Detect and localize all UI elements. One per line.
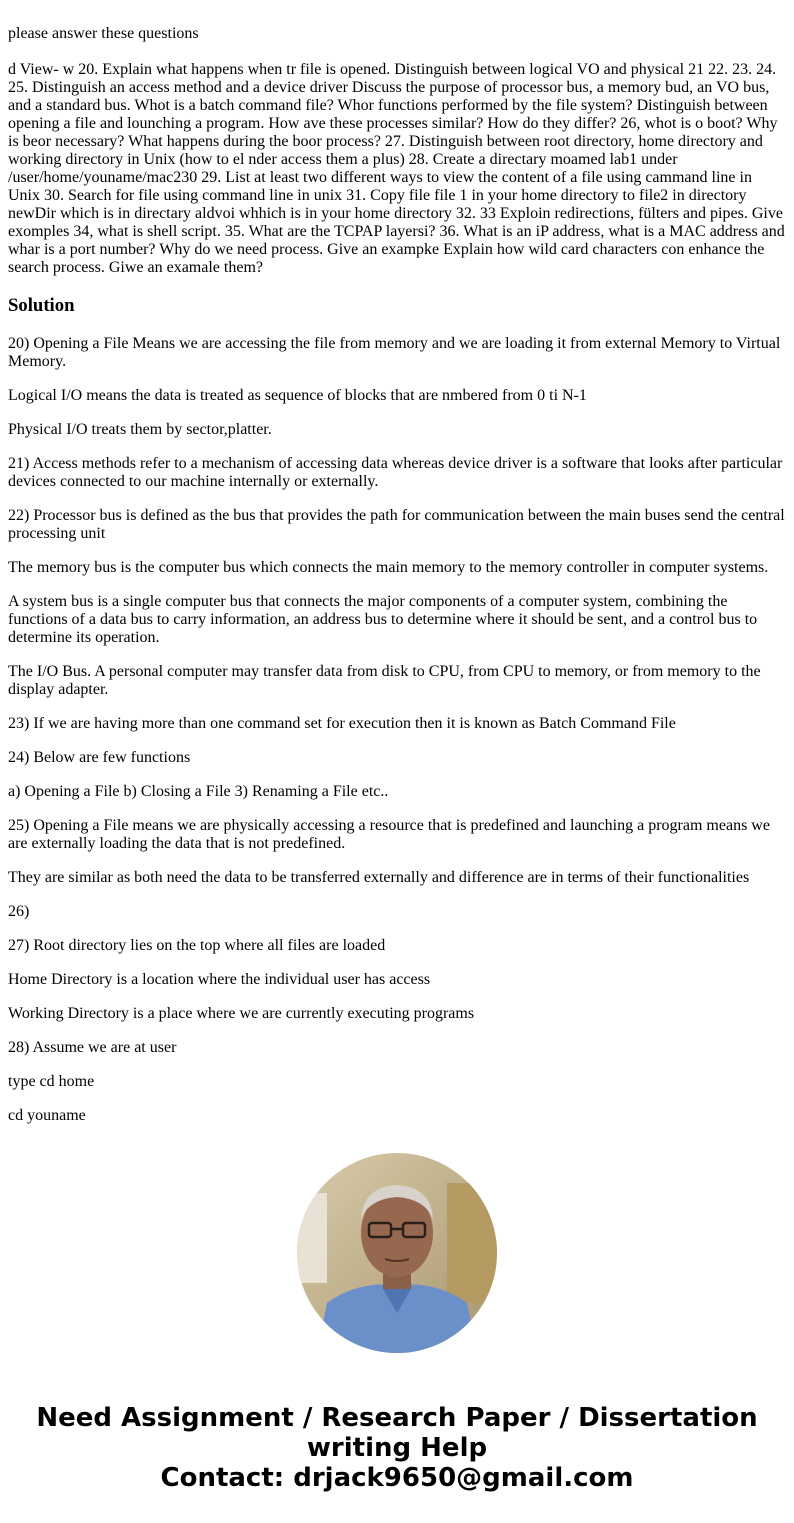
solution-heading: Solution — [8, 295, 75, 316]
answer-paragraph: 25) Opening a File means we are physically accessing a resource that is predefined and launching a program means we are externally loading the data that is not predefined. — [8, 817, 770, 852]
answer-paragraph: They are similar as both need the data to be transferred externally and difference are in terms of their functionalities — [8, 869, 750, 886]
promo-contact: Contact: drjack9650@gmail.com — [160, 1463, 634, 1493]
answer-paragraph: Working Directory is a place where we are currently executing programs — [8, 1005, 475, 1022]
answer-paragraph: The memory bus is the computer bus which connects the main memory to the memory controller in computer systems. — [8, 559, 769, 576]
answer-paragraph: 28) Assume we are at user — [8, 1039, 177, 1056]
promo-line: Need Assignment / Research Paper / Dissertation — [36, 1403, 758, 1433]
answer-paragraph: Logical I/O means the data is treated as sequence of blocks that are nmbered from 0 ti N-1 — [8, 387, 587, 404]
answer-paragraph: Physical I/O treats them by sector,platter. — [8, 421, 272, 438]
answer-paragraph: Home Directory is a location where the individual user has access — [8, 971, 431, 988]
question-body: d View- w 20. Explain what happens when tr file is opened. Distinguish between logical VO and physical 21 22. 23. 24. 25. Distinguish an access method and a device driver Discuss the purpose of processor bus, a memory bud, an VO bus, and a standard bus. Whot is a batch command file? Whor functions performed by the file system? Distinguish between opening a file and lounching a program. How ave these processes similar? How do they differ? 26, whot is o boot? Why is beor necessary? What happens during the boor process? 27. Distinguish between root directory, home directory and working directory in Unix (how to el nder access them a plus) 28. Create a directary moamed lab1 under /user/home/youname/mac230 29. List at least two different ways to view the content of a file using cammand line in Unix 30. Search for file using command line in unix 31. Copy file file 1 in your home directory to file2 in directory newDir which is in directary aldvoi whhich is in your home directory 32. 33 Exploin redirections, fülters and pipes. Give exomples 34, what is shell script. 35. What are the TCPAP layersi? 36. What is an iP address, what is a MAC address and whar is a port number? Why do we need process. Give an exampke Explain how wild card characters con enhance the search process. Giwe an examale them? — [8, 61, 785, 276]
answer-paragraph: 26) — [8, 903, 30, 920]
question-intro: please answer these questions — [8, 25, 199, 42]
answer-paragraph: type cd home — [8, 1073, 95, 1090]
portrait-image — [297, 1153, 497, 1353]
answer-paragraph: 22) Processor bus is defined as the bus that provides the path for communication between the main buses send the central processing unit — [8, 507, 785, 542]
answer-paragraph: 27) Root directory lies on the top where all files are loaded — [8, 937, 386, 954]
answer-paragraph: a) Opening a File b) Closing a File 3) Renaming a File etc.. — [8, 783, 389, 800]
answer-paragraph: The I/O Bus. A personal computer may transfer data from disk to CPU, from CPU to memory, or from memory to the display adapter. — [8, 663, 761, 698]
answer-paragraph: A system bus is a single computer bus that connects the major components of a computer system, combining the functions of a data bus to carry information, an address bus to determine where it should be sent, and a control bus to determine its operation. — [8, 593, 758, 646]
answer-paragraph: 20) Opening a File Means we are accessing the file from memory and we are loading it from external Memory to Virtual Memory. — [8, 335, 781, 370]
promo-line: writing Help — [306, 1433, 488, 1463]
promo-banner — [0, 1403, 794, 1493]
avatar — [297, 1153, 497, 1353]
answer-paragraph: 23) If we are having more than one command set for execution then it is known as Batch Command File — [8, 715, 676, 732]
answer-paragraph: 24) Below are few functions — [8, 749, 191, 766]
answer-paragraph: cd youname — [8, 1107, 86, 1124]
answer-paragraph: 21) Access methods refer to a mechanism of accessing data whereas device driver is a software that looks after particular devices connected to our machine internally or externally. — [8, 455, 783, 490]
